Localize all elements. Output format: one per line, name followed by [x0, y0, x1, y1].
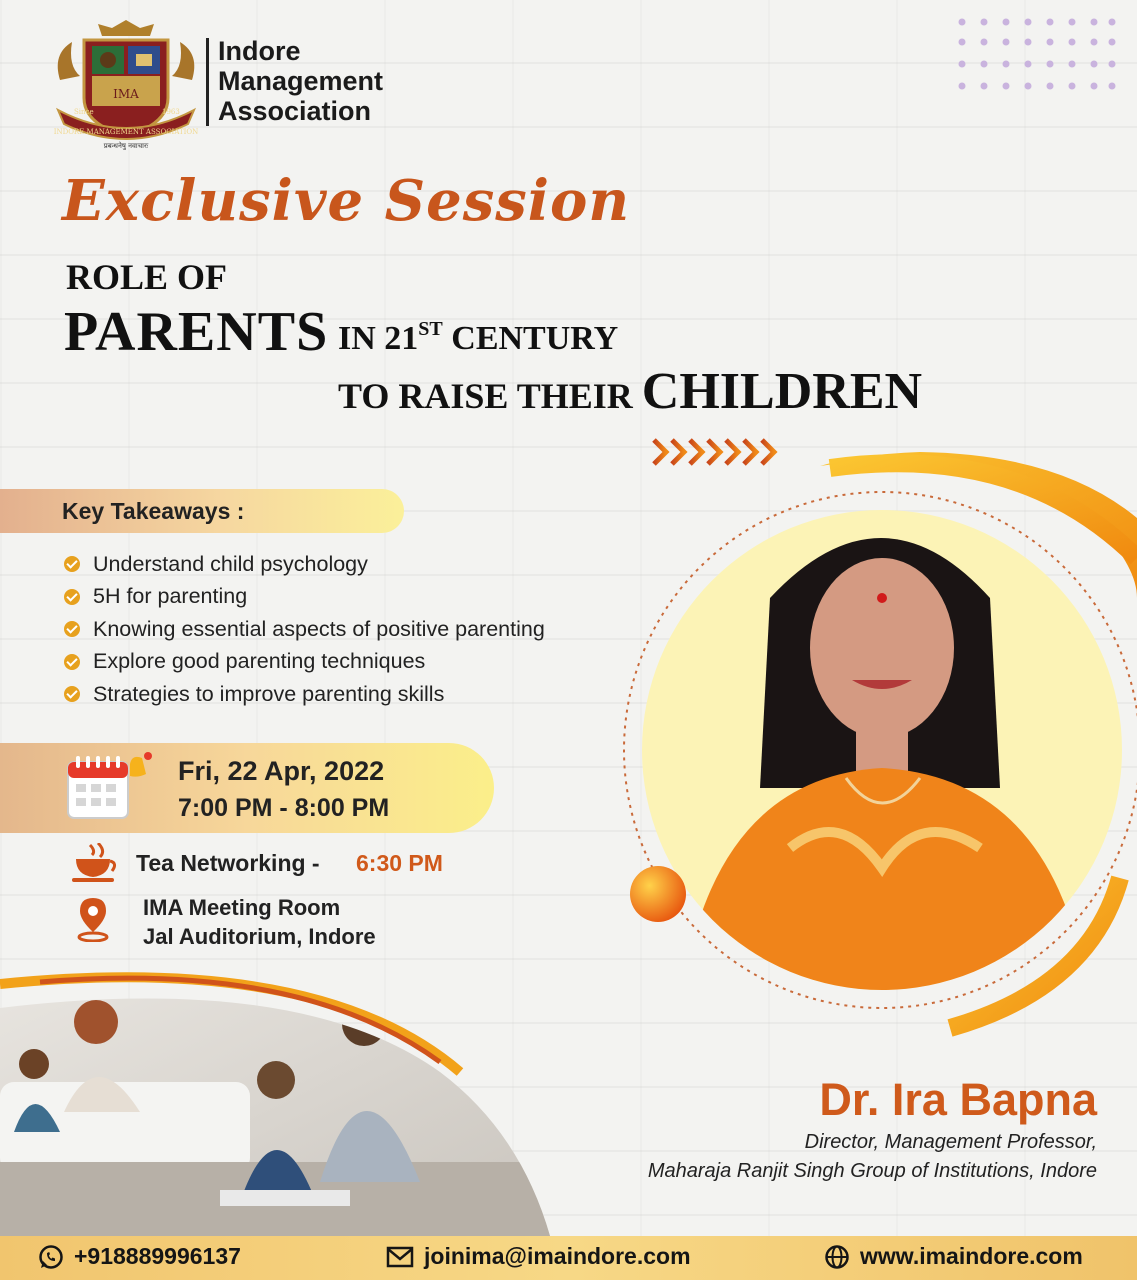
organization-name [218, 36, 383, 126]
svg-text:INDORE MANAGEMENT ASSOCIATION: INDORE MANAGEMENT ASSOCIATION [53, 128, 199, 136]
title-role-of: ROLE OF [66, 257, 228, 297]
title-st-superscript: ST [418, 318, 443, 340]
tea-cup-icon [72, 843, 118, 883]
calendar-icon [64, 752, 156, 824]
org-name-line1: Indore [218, 36, 301, 66]
title-in-21: IN 21 [338, 320, 419, 357]
takeaway-text: 5H for parenting [93, 584, 248, 609]
check-icon [64, 654, 80, 670]
takeaway-item [64, 646, 545, 679]
venue-line2: Jal Auditorium, Indore [143, 924, 376, 949]
website-url: www.imaindore.com [860, 1243, 1083, 1269]
title-children: CHILDREN [641, 363, 923, 420]
takeaway-item [64, 678, 545, 711]
mail-icon [386, 1246, 414, 1268]
footer-website[interactable] [824, 1243, 1083, 1270]
speaker-name: Dr. Ira Bapna [819, 1074, 1097, 1125]
check-icon [64, 589, 80, 605]
key-takeaways-list [64, 548, 545, 711]
title-to-raise: TO RAISE THEIR [338, 376, 642, 416]
svg-text:Since: Since [74, 108, 94, 116]
title-raise-children [338, 362, 922, 421]
takeaway-text: Knowing essential aspects of positive parenting [93, 616, 545, 641]
speaker-portrait [620, 448, 1137, 1044]
event-time: 7:00 PM - 8:00 PM [178, 794, 390, 822]
family-photo [0, 962, 560, 1236]
whatsapp-icon [38, 1244, 64, 1270]
decorative-dot-grid [956, 16, 1116, 92]
speaker-role-line2: Maharaja Ranjit Singh Group of Institutions, Indore [647, 1160, 1097, 1182]
footer-phone[interactable] [38, 1243, 241, 1270]
svg-text:IMA: IMA [113, 87, 139, 101]
globe-icon [824, 1244, 850, 1270]
svg-text:1963: 1963 [162, 108, 180, 116]
event-date: Fri, 22 Apr, 2022 [178, 756, 385, 786]
venue-line1: IMA Meeting Room [143, 895, 341, 920]
location-pin-icon [76, 896, 110, 942]
speaker-role-line1: Director, Management Professor, [804, 1131, 1097, 1153]
org-name-line3: Association [218, 96, 372, 126]
check-icon [64, 686, 80, 702]
takeaway-text: Explore good parenting techniques [93, 649, 426, 674]
check-icon [64, 556, 80, 572]
takeaway-text: Understand child psychology [93, 551, 368, 576]
email-address: joinima@imaindore.com [424, 1243, 691, 1269]
phone-number: +918889996137 [74, 1243, 241, 1269]
title-parents: PARENTS [64, 301, 329, 363]
title-century [338, 318, 618, 358]
title-century-word: CENTURY [442, 320, 619, 357]
takeaway-text: Strategies to improve parenting skills [93, 681, 445, 706]
takeaway-item [64, 581, 545, 614]
tea-networking-time: 6:30 PM [356, 850, 443, 876]
takeaway-item [64, 548, 545, 581]
ima-crest-logo [52, 14, 200, 152]
takeaway-item [64, 613, 545, 646]
exclusive-session-heading: Exclusive Session [62, 168, 631, 234]
svg-text:प्रबन्धनेषु नवाचारः: प्रबन्धनेषु नवाचारः [103, 142, 149, 150]
key-takeaways-title: Key Takeaways : [62, 498, 245, 524]
tea-networking-label: Tea Networking - [136, 850, 320, 876]
org-name-line2: Management [218, 66, 384, 96]
logo-divider [206, 38, 209, 126]
footer-email[interactable] [386, 1243, 691, 1270]
check-icon [64, 621, 80, 637]
